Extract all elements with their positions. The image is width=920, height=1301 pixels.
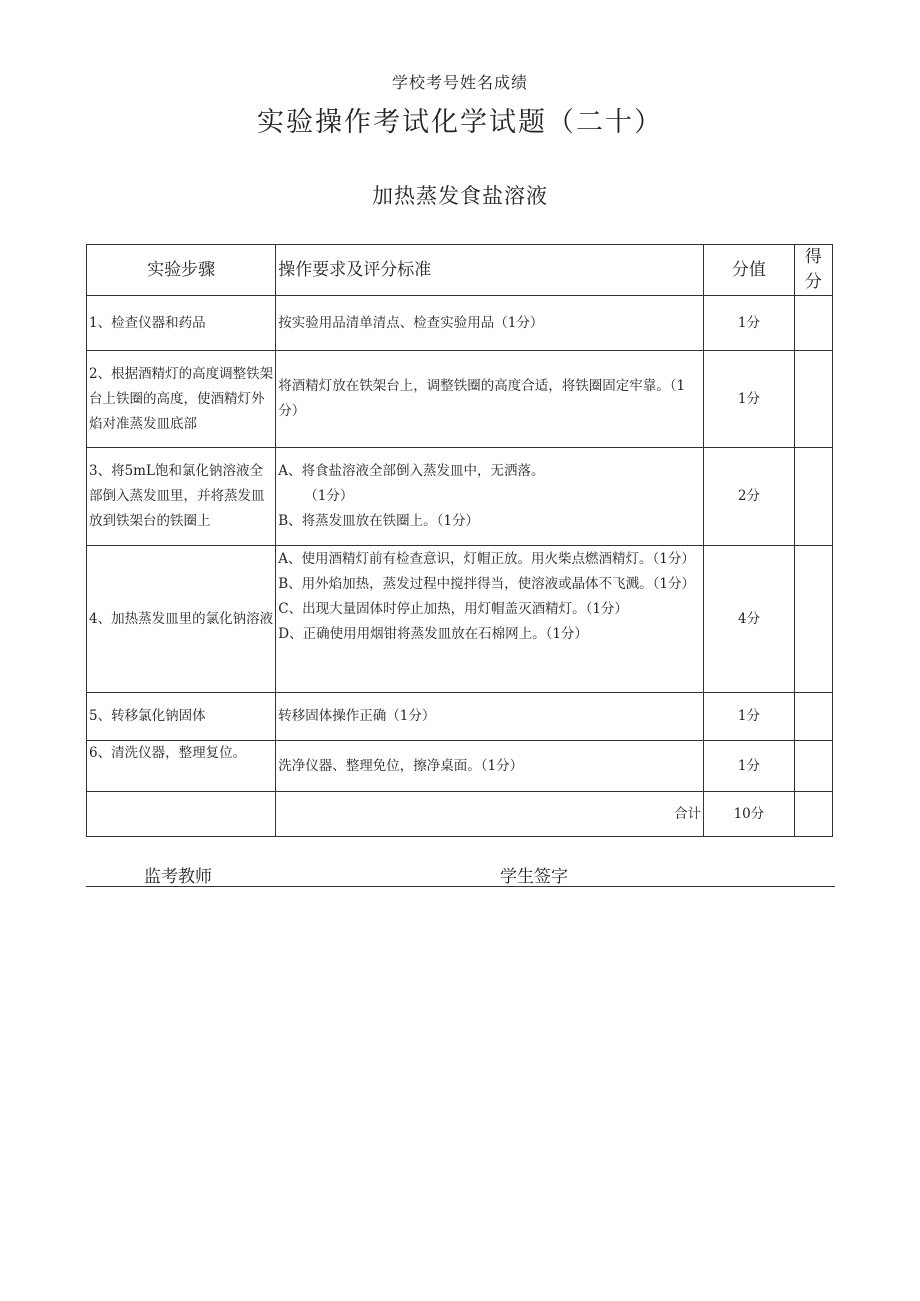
column-header-requirement: 操作要求及评分标准 bbox=[276, 245, 704, 296]
column-header-step: 实验步骤 bbox=[87, 245, 276, 296]
total-row bbox=[87, 792, 833, 837]
total-points: 10分 bbox=[704, 792, 795, 837]
earned-score-cell[interactable] bbox=[794, 296, 832, 351]
table-row bbox=[87, 351, 833, 448]
earned-score-cell[interactable] bbox=[794, 693, 832, 741]
column-header-points: 分值 bbox=[704, 245, 795, 296]
table-row bbox=[87, 546, 833, 693]
earned-score-cell[interactable] bbox=[794, 741, 832, 792]
requirement-line: C、出现大量固体时停止加热，用灯帽盖灭酒精灯。（1分） bbox=[278, 601, 628, 617]
requirement-line: 将酒精灯放在铁架台上，调整铁圈的高度合适，将铁圈固定牢靠。（1分） bbox=[278, 378, 686, 419]
requirement-cell bbox=[276, 693, 704, 741]
step-cell: 6、清洗仪器，整理复位。 bbox=[87, 741, 276, 792]
points-cell: 4分 bbox=[704, 546, 795, 693]
step-cell: 1、检查仪器和药品 bbox=[87, 296, 276, 351]
table-header-row bbox=[87, 245, 833, 296]
requirement-line: B、用外焰加热，蒸发过程中搅拌得当，使溶液或晶体不飞溅。（1分） bbox=[278, 576, 696, 592]
total-blank-cell bbox=[87, 792, 276, 837]
total-label: 合计 bbox=[276, 792, 704, 837]
table-row bbox=[87, 741, 833, 792]
scoring-table bbox=[86, 244, 833, 837]
requirement-cell bbox=[276, 546, 704, 693]
page-subtitle: 加热蒸发食盐溶液 bbox=[372, 184, 548, 208]
student-signature-label: 学生签字 bbox=[500, 867, 568, 887]
requirement-cell bbox=[276, 448, 704, 546]
column-header-earned: 得分 bbox=[794, 245, 832, 296]
step-cell: 4、加热蒸发皿里的氯化钠溶液 bbox=[87, 546, 276, 693]
points-cell: 2分 bbox=[704, 448, 795, 546]
requirement-line: A、将食盐溶液全部倒入蒸发皿中，无洒落。 bbox=[278, 463, 545, 479]
signature-row bbox=[86, 860, 835, 887]
table-row bbox=[87, 296, 833, 351]
requirement-line: 洗净仪器、整理免位，擦净桌面。（1分） bbox=[278, 757, 524, 774]
page-title: 实验操作考试化学试题（二十） bbox=[257, 107, 663, 138]
points-cell: 1分 bbox=[704, 296, 795, 351]
teacher-signature-label: 监考教师 bbox=[144, 867, 212, 887]
header-info-line: 学校考号姓名成绩 bbox=[391, 73, 528, 92]
table-row bbox=[87, 693, 833, 741]
requirement-line: D、正确使用用烟钳将蒸发皿放在石棉网上。（1分） bbox=[278, 626, 588, 642]
points-cell: 1分 bbox=[704, 693, 795, 741]
requirement-line: 转移固体操作正确（1分） bbox=[278, 708, 436, 724]
requirement-cell bbox=[276, 296, 704, 351]
requirement-line: 按实验用品清单清点、检查实验用品（1分） bbox=[278, 314, 544, 331]
requirement-line: A、使用酒精灯前有检查意识，灯帽正放。用火柴点燃酒精灯。（1分） bbox=[278, 551, 695, 567]
requirement-line: （1分） bbox=[304, 488, 354, 504]
requirement-line: B、将蒸发皿放在铁圈上。（1分） bbox=[278, 513, 480, 529]
requirement-cell bbox=[276, 741, 704, 792]
total-earned-cell[interactable] bbox=[794, 792, 832, 837]
points-cell: 1分 bbox=[704, 741, 795, 792]
table-row bbox=[87, 448, 833, 546]
earned-score-cell[interactable] bbox=[794, 448, 832, 546]
step-cell: 5、转移氯化钠固体 bbox=[87, 693, 276, 741]
requirement-cell bbox=[276, 351, 704, 448]
points-cell: 1分 bbox=[704, 351, 795, 448]
step-cell: 2、根据酒精灯的高度调整铁架台上铁圈的高度，使酒精灯外焰对准蒸发皿底部 bbox=[87, 351, 276, 448]
earned-score-cell[interactable] bbox=[794, 546, 832, 693]
step-cell: 3、将5mL饱和氯化钠溶液全部倒入蒸发皿里，并将蒸发皿放到铁架台的铁圈上 bbox=[87, 448, 276, 546]
earned-score-cell[interactable] bbox=[794, 351, 832, 448]
